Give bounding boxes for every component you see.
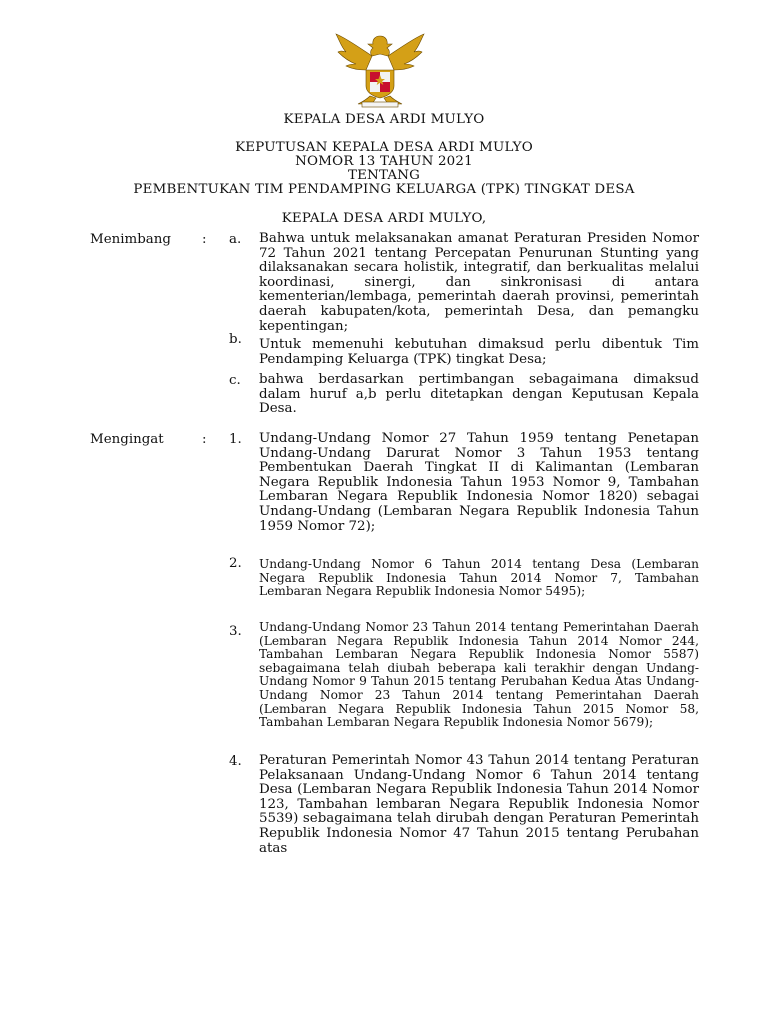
authority-line: KEPALA DESA ARDI MULYO, [281,211,487,226]
menimbang-item-b: Untuk memenuhi kebutuhan dimaksud perlu dibentuk Tim Pendamping Keluarga (TPK) tingkat Desa; [259,337,699,367]
mengingat-item-3: Undang-Undang Nomor 23 Tahun 2014 tentang Pemerintahan Daerah (Lembaran Negara Republik Indonesia Tahun 2014 Nomor 244, Tambahan Lembaran Negara Republik Indonesia Nomor 5587) sebagaimana telah diubah beberapa kali terakhir dengan Undang- Undang Nomor 9 Tahun 2015 tentang Perubahan Kedua Atas Undang-Undang Nomor 23 Tahun 2014 tentang Pemerintahan Daerah (Lembaran Negara Republik Indonesia Tahun 2015 Nomor 58, Tambahan Lembaran Negara Republik Indonesia Nomor 5679); [259,620,699,730]
menimbang-marker-a: a. [229,232,242,247]
menimbang-marker-c: c. [229,373,241,388]
menimbang-marker-b: b. [229,332,242,347]
decree-number: NOMOR 13 TAHUN 2021 [295,154,473,169]
mengingat-marker-2: 2. [229,556,242,571]
mengingat-item-4: Peraturan Pemerintah Nomor 43 Tahun 2014 tentang Peraturan Pelaksanaan Undang-Undang Nomor 6 Tahun 2014 tentang Desa (Lembaran Negara Republik Indonesia Tahun 2014 Nomor 123, Tambahan lembaran Negara Republik Indonesia Nomor 5539) sebagaimana telah dirubah dengan Peraturan Pemerintah Republik Indonesia Nomor 47 Tahun 2015 tentang Perubahan atas [259,753,699,856]
menimbang-item-c: bahwa berdasarkan pertimbangan sebagaimana dimaksud dalam huruf a,b perlu ditetapkan dengan Keputusan Kepala Desa. [259,372,699,417]
mengingat-marker-4: 4. [229,754,242,769]
menimbang-item-a: Bahwa untuk melaksanakan amanat Peraturan Presiden Nomor 72 Tahun 2021 tentang Percepatan Penurunan Stunting yang dilaksanakan secara holistik, integratif, dan berkualitas melalui koordinasi, sinergi, dan sinkronisasi di antara kementerian/lembaga, pemerintah daerah provinsi, pemerintah daerah kabupaten/kota, pemerintah Desa, dan pemangku kepentingan; [259,231,699,334]
mengingat-marker-3: 3. [229,624,242,639]
decree-title: KEPUTUSAN KEPALA DESA ARDI MULYO [235,140,533,155]
mengingat-marker-1: 1. [229,432,242,447]
mengingat-colon: : [202,432,207,447]
mengingat-item-2: Undang-Undang Nomor 6 Tahun 2014 tentang Desa (Lembaran Negara Republik Indonesia Tahun 2014 Nomor 7, Tambahan Lembaran Negara Republik Indonesia Nomor 5495); [259,557,699,599]
decree-subject: PEMBENTUKAN TIM PENDAMPING KELUARGA (TPK) TINGKAT DESA [133,182,635,197]
garuda-emblem-icon [332,30,428,108]
mengingat-item-1: Undang-Undang Nomor 27 Tahun 1959 tentang Penetapan Undang-Undang Darurat Nomor 3 Tahun 1953 tentang Pembentukan Daerah Tingkat II di Kalimantan (Lembaran Negara Republik Indonesia Tahun 1953 Nomor 9, Tambahan Lembaran Negara Republik Indonesia Nomor 1820) sebagai Undang-Undang (Lembaran Negara Republik Indonesia Tahun 1959 Nomor 72); [259,431,699,534]
menimbang-colon: : [202,232,207,247]
decree-about: TENTANG [347,168,421,183]
village-head-title: KEPALA DESA ARDI MULYO [283,112,485,127]
menimbang-label: Menimbang [90,232,171,247]
mengingat-label: Mengingat [90,432,164,447]
